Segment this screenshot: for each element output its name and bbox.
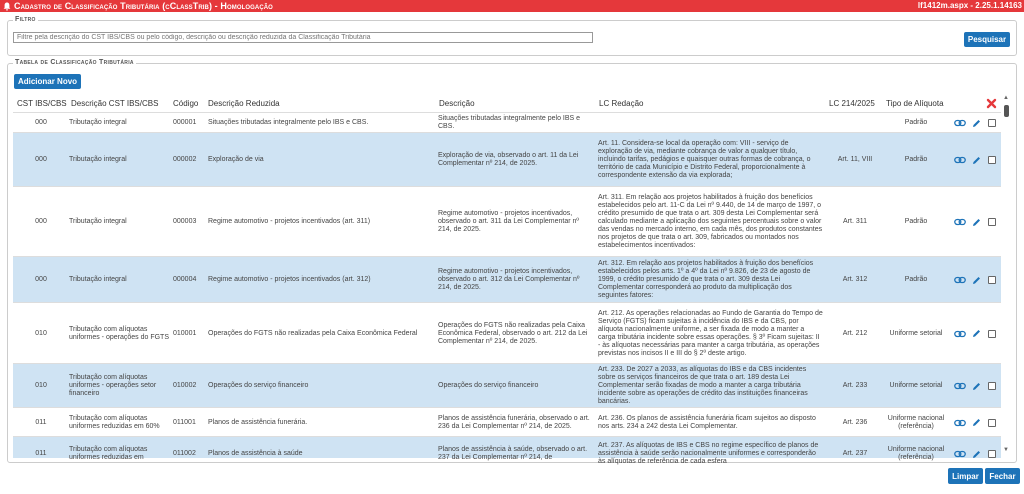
cell-art	[826, 303, 884, 364]
reduzida-value: Operações do FGTS não realizadas pela Caixa Econômica Federal	[208, 329, 418, 337]
tipo-value: Padrão	[904, 119, 928, 126]
desc-cst-value: Tributação com alíquotas uniformes - operações setor financeiro	[69, 374, 157, 397]
scroll-thumb[interactable]	[1004, 105, 1009, 117]
table-row[interactable]	[13, 256, 1001, 302]
desc-cst-value: Tributação integral	[69, 156, 127, 163]
cell-lc	[598, 364, 823, 408]
cst-value: 000	[35, 218, 47, 225]
codigo-value: 000003	[173, 218, 197, 225]
codigo-value: 010001	[173, 329, 197, 337]
cell-reduzida	[208, 437, 438, 471]
add-new-button[interactable]: Adicionar Novo	[14, 74, 81, 89]
cst-value: 010	[35, 382, 47, 389]
cell-cst	[17, 303, 65, 364]
art-value: Art. 311	[843, 218, 867, 225]
cell-art	[826, 437, 884, 471]
cst-value: 000	[35, 119, 47, 126]
cell-tipo	[881, 303, 951, 364]
cell-lc	[598, 113, 823, 133]
cell-lc	[598, 257, 823, 303]
cell-reduzida	[208, 408, 438, 437]
codigo-value: 000002	[173, 156, 197, 163]
cell-codigo	[173, 187, 209, 257]
table-row[interactable]	[13, 363, 1001, 407]
tipo-value: Uniforme setorial	[889, 382, 943, 389]
edit-icon[interactable]	[970, 364, 982, 408]
table-row[interactable]	[13, 132, 1001, 186]
cell-cst	[17, 408, 65, 437]
codigo-value: 000001	[173, 119, 197, 126]
cell-cst	[17, 437, 65, 471]
descricao-value: Regime automotivo - projetos incentivados, observado o art. 312 da Lei Complementar nº 214, de 2025.	[438, 268, 580, 291]
checkbox-box[interactable]	[988, 156, 996, 164]
lc-value: Art. 311. Em relação aos projetos habilitados à fruição dos benefícios estabelecidos pelo art. 11-C da Lei nº 9.440, de 14 de março de 1997, o crédito presumido de que trata o art. 309 desta Lei Complementar será calculado mediante a aplicação dos seguintes percentuais sobre o valor das vendas no mercado interno, em cada mês, dos produtos constantes nos projetos de que trata o art. 309, fabricados ou montados nos estabelecimentos incentivados:	[598, 194, 823, 249]
cell-lc	[598, 303, 823, 364]
cell-lc	[598, 408, 823, 437]
descricao-value: Situações tributadas integralmente pelo IBS e CBS.	[438, 115, 581, 130]
cell-reduzida	[208, 303, 438, 364]
table-scrollbar[interactable]	[1002, 95, 1010, 458]
cell-desc-cst	[69, 364, 169, 408]
cell-tipo	[881, 257, 951, 303]
tipo-value: Uniforme nacional (referência)	[887, 414, 945, 430]
cell-tipo	[881, 364, 951, 408]
close-button[interactable]: Fechar	[985, 468, 1020, 484]
link-icon[interactable]	[953, 113, 967, 133]
tipo-value: Uniforme nacional (referência)	[887, 446, 945, 461]
reduzida-value: Regime automotivo - projetos incentivados (art. 312)	[208, 276, 371, 283]
cell-desc-cst	[69, 133, 169, 187]
cell-tipo	[881, 187, 951, 257]
header-tipo[interactable]: Tipo de Alíquota	[886, 99, 944, 108]
header-desc-cst[interactable]: Descrição CST IBS/CBS	[71, 99, 159, 108]
cell-desc-cst	[69, 187, 169, 257]
cell-lc	[598, 187, 823, 257]
link-icon[interactable]	[953, 303, 967, 364]
header-desc-reduzida[interactable]: Descrição Reduzida	[208, 99, 280, 108]
table-row[interactable]	[13, 186, 1001, 256]
cell-lc	[598, 437, 823, 471]
codigo-value: 011002	[173, 450, 196, 457]
cell-descricao	[438, 437, 593, 471]
desc-cst-value: Tributação integral	[69, 119, 127, 126]
reduzida-value: Regime automotivo - projetos incentivados (art. 311)	[208, 218, 371, 225]
delete-selected-icon[interactable]	[986, 98, 997, 111]
cell-desc-cst	[69, 408, 169, 437]
checkbox-box[interactable]	[988, 119, 996, 127]
tipo-value: Uniforme setorial	[889, 329, 943, 337]
cell-descricao	[438, 133, 593, 187]
lc-value: Art. 312. Em relação aos projetos habilitados à fruição dos benefícios estabelecidos pelos arts. 1º a 4º da Lei nº 9.826, de 23 de agosto de 1999, o crédito presumido de que trata o art. 309 desta Lei Complementar corresponderá ao produto da multiplicação dos seguintes fatores:	[598, 260, 814, 299]
art-value: Art. 312	[842, 276, 868, 283]
cell-tipo	[881, 133, 951, 187]
table-row[interactable]	[13, 436, 1001, 465]
cell-codigo	[173, 303, 209, 364]
tipo-value: Padrão	[904, 156, 928, 163]
link-icon[interactable]	[953, 408, 967, 437]
row-checkbox[interactable]	[987, 437, 997, 471]
scroll-up-icon[interactable]: ▲	[1003, 95, 1009, 101]
cell-desc-cst	[69, 257, 169, 303]
header-cst[interactable]: CST IBS/CBS	[17, 99, 67, 108]
art-value: Art. 236	[842, 418, 868, 426]
checkbox-box[interactable]	[988, 218, 996, 226]
header-codigo[interactable]: Código	[173, 99, 199, 108]
table-header	[13, 95, 1001, 112]
edit-icon[interactable]	[970, 113, 982, 133]
cell-codigo	[173, 437, 209, 471]
art-value: Art. 233	[842, 382, 868, 389]
cell-desc-cst	[69, 437, 169, 471]
cell-cst	[17, 257, 65, 303]
cell-cst	[17, 113, 65, 133]
cell-descricao	[438, 187, 593, 257]
tipo-value: Padrão	[904, 218, 928, 225]
cell-cst	[17, 133, 65, 187]
cell-reduzida	[208, 364, 438, 408]
cell-cst	[17, 364, 65, 408]
descricao-value: Planos de assistência funerária, observado o art. 236 da Lei Complementar nº 214, de 2025.	[438, 414, 590, 430]
descricao-value: Operações do serviço financeiro	[438, 382, 539, 389]
cell-art	[826, 133, 884, 187]
row-checkbox[interactable]	[987, 303, 997, 364]
row-checkbox[interactable]	[987, 257, 997, 303]
cell-codigo	[173, 113, 209, 133]
filter-legend: Filtro	[15, 16, 36, 23]
cell-reduzida	[208, 133, 438, 187]
lc-value: Art. 212. As operações relacionadas ao Fundo de Garantia do Tempo de Serviço (FGTS) ficam sujeitas à incidência do IBS e da CBS, por alíquota nacionalmente uniforme, a ser fixada de modo a manter a carga tributária incidente sobre essas operações. § 3º Ficam sujeitas: II - às alíquotas necessárias para manter a carga tributária, as operações previstas nos incisos II e III do § 2º deste artigo.	[598, 309, 823, 357]
desc-cst-value: Tributação com alíquotas uniformes - operações do FGTS	[69, 325, 169, 341]
cell-desc-cst	[69, 113, 169, 133]
window-titlebar	[0, 0, 1024, 12]
lc-value: Art. 236. Os planos de assistência funerária ficam sujeitos ao disposto nos arts. 234 a 242 desta Lei Complementar.	[598, 414, 816, 430]
lc-value: Art. 237. As alíquotas de IBS e CBS no regime específico de planos de assistência à saúde serão nacionalmente uniformes e corresponderão às alíquotas de referência de cada esfera	[598, 442, 819, 465]
link-icon[interactable]	[953, 437, 967, 471]
tipo-value: Padrão	[904, 276, 928, 283]
cell-art	[826, 113, 884, 133]
filter-input[interactable]	[13, 32, 593, 43]
row-checkbox[interactable]	[987, 113, 997, 133]
lc-value: Art. 11. Considera-se local da operação com: VIII - serviço de exploração de via, mediante cobrança de valor a qualquer título, incluindo tarifas, pedágios e quaisquer outras formas de cobrança, o território de cada Município e Distrito Federal, proporcionalmente à correspondente extensão da via explorada;	[598, 140, 811, 179]
version-label: lf1412m.aspx - 2.25.1.14163	[917, 1, 1022, 10]
checkbox-box[interactable]	[988, 330, 996, 338]
link-icon[interactable]	[953, 364, 967, 408]
edit-icon[interactable]	[970, 303, 982, 364]
art-value: Art. 212	[842, 329, 868, 337]
cst-value: 000	[35, 156, 47, 163]
checkbox-box[interactable]	[988, 382, 996, 390]
cell-cst	[17, 187, 65, 257]
search-button[interactable]: Pesquisar	[964, 32, 1010, 47]
bell-icon	[0, 0, 14, 12]
edit-icon[interactable]	[970, 437, 982, 471]
cst-value: 011	[35, 418, 47, 426]
window-title: Cadastro de Classificação Tributária (cClassTrib) - Homologação	[14, 1, 273, 11]
row-checkbox[interactable]	[987, 187, 997, 257]
cell-codigo	[173, 364, 209, 408]
cell-tipo	[881, 408, 951, 437]
reduzida-value: Planos de assistência à saúde	[208, 450, 303, 457]
scroll-down-icon[interactable]: ▼	[1003, 447, 1009, 453]
cell-lc	[598, 133, 823, 187]
reduzida-value: Operações do serviço financeiro	[208, 382, 309, 389]
checkbox-box[interactable]	[988, 419, 996, 427]
reduzida-value: Situações tributadas integralmente pelo IBS e CBS.	[208, 119, 369, 126]
desc-cst-value: Tributação com alíquotas uniformes reduzidas em	[69, 446, 148, 461]
row-checkbox[interactable]	[987, 133, 997, 187]
edit-icon[interactable]	[970, 257, 982, 303]
cell-descricao	[438, 364, 593, 408]
cell-descricao	[438, 303, 593, 364]
cell-reduzida	[208, 113, 438, 133]
link-icon[interactable]	[953, 187, 967, 257]
table-row[interactable]	[13, 302, 1001, 363]
cell-descricao	[438, 113, 593, 133]
table-row[interactable]	[13, 407, 1001, 436]
cell-descricao	[438, 257, 593, 303]
table-row[interactable]	[13, 112, 1001, 132]
lc-value: Art. 233. De 2027 a 2033, as alíquotas do IBS e da CBS incidentes sobre os serviços financeiros de que trata o art. 189 desta Lei Complementar serão fixadas de modo a manter a carga tributária incidente sobre as operações de crédito das instituições financeiras bancárias.	[598, 366, 808, 405]
descricao-value: Regime automotivo - projetos incentivados, observado o art. 311 da Lei Complementar nº 214, de 2025.	[438, 210, 579, 233]
header-descricao[interactable]: Descrição	[439, 99, 475, 108]
cell-tipo	[881, 437, 951, 471]
link-icon[interactable]	[953, 133, 967, 187]
cell-tipo	[881, 113, 951, 133]
cell-codigo	[173, 133, 209, 187]
art-value: Art. 11, VIII	[837, 156, 873, 163]
row-checkbox[interactable]	[987, 408, 997, 437]
cell-reduzida	[208, 257, 438, 303]
cell-art	[826, 408, 884, 437]
cst-value: 010	[35, 329, 47, 337]
cell-reduzida	[208, 187, 438, 257]
table-legend: Tabela de Classificação Tributária	[15, 59, 134, 66]
descricao-value: Exploração de via, observado o art. 11 da Lei Complementar nº 214, de 2025.	[438, 152, 579, 167]
cell-descricao	[438, 408, 593, 437]
checkbox-box[interactable]	[988, 276, 996, 284]
codigo-value: 011001	[173, 418, 196, 426]
reduzida-value: Planos de assistência funerária.	[208, 418, 308, 426]
checkbox-box[interactable]	[988, 450, 996, 458]
cell-codigo	[173, 257, 209, 303]
edit-icon[interactable]	[970, 133, 982, 187]
header-lc-art[interactable]: LC 214/2025	[829, 99, 875, 108]
codigo-value: 000004	[173, 276, 197, 283]
cell-art	[826, 257, 884, 303]
cst-value: 011	[35, 450, 47, 457]
cell-art	[826, 187, 884, 257]
desc-cst-value: Tributação integral	[69, 218, 127, 225]
desc-cst-value: Tributação com alíquotas uniformes reduzidas em 60%	[69, 414, 160, 430]
cst-value: 000	[35, 276, 47, 283]
descricao-value: Planos de assistência à saúde, observado o art. 237 da Lei Complementar nº 214, de	[438, 446, 588, 461]
cell-codigo	[173, 408, 209, 437]
descricao-value: Operações do FGTS não realizadas pela Caixa Econômica Federal, observado o art. 212 da Lei Complementar nº 214, de 2025.	[438, 321, 588, 345]
header-lc-redacao[interactable]: LC Redação	[599, 99, 644, 108]
edit-icon[interactable]	[970, 187, 982, 257]
cell-desc-cst	[69, 303, 169, 364]
reduzida-value: Exploração de via	[208, 156, 264, 163]
row-checkbox[interactable]	[987, 364, 997, 408]
desc-cst-value: Tributação integral	[69, 276, 127, 283]
codigo-value: 010002	[173, 382, 197, 389]
edit-icon[interactable]	[970, 408, 982, 437]
link-icon[interactable]	[953, 257, 967, 303]
cell-art	[826, 364, 884, 408]
art-value: Art. 237	[842, 450, 868, 457]
clear-button[interactable]: Limpar	[948, 468, 983, 484]
